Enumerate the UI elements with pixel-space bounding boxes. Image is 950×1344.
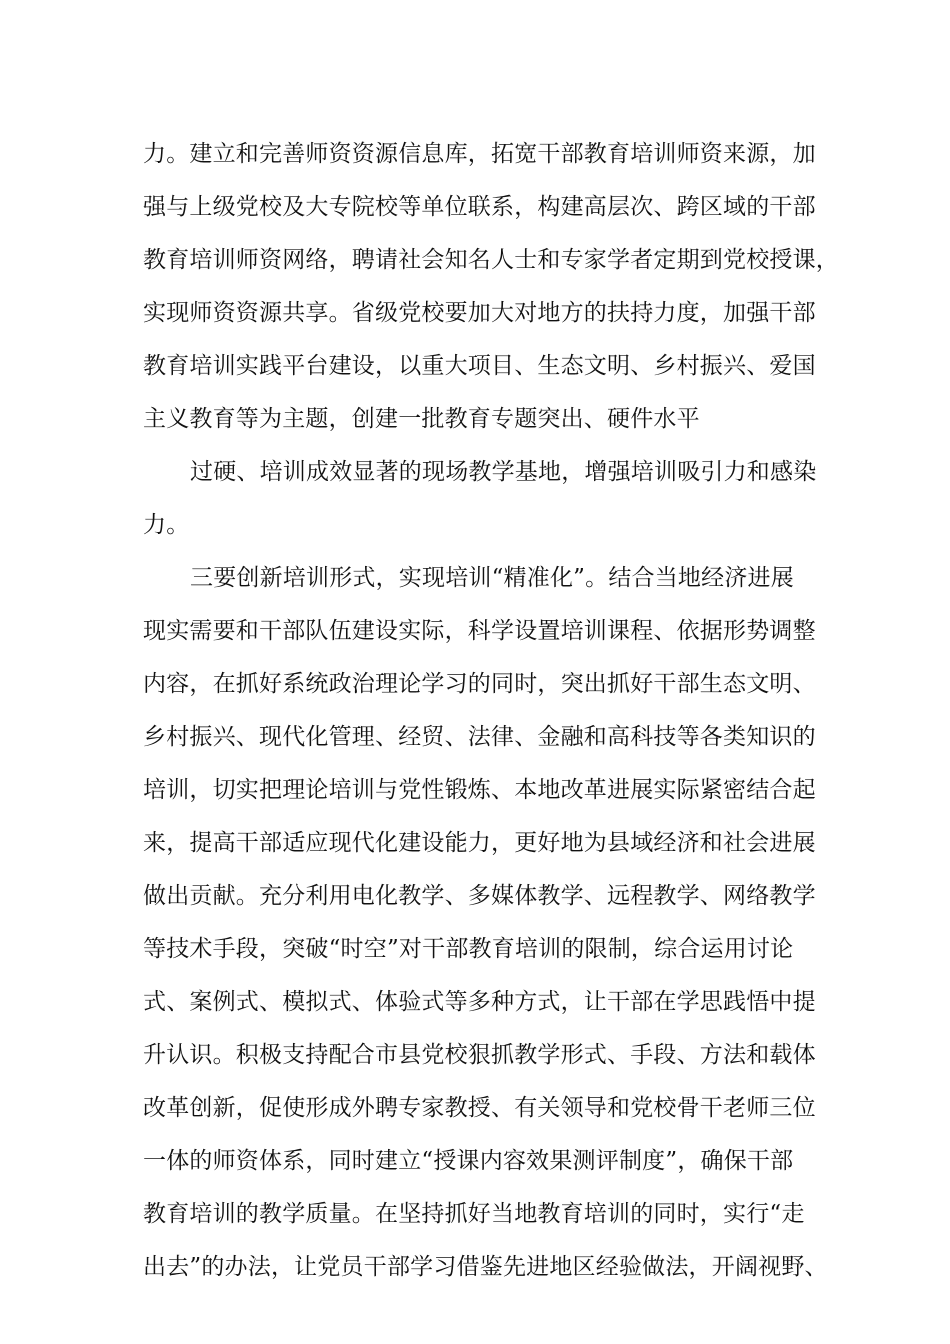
- text-line: 强与上级党校及大专院校等单位联系，构建高层次、跨区域的干部: [143, 194, 816, 220]
- text-line: 出去”的办法，让党员干部学习借鉴先进地区经验做法，开阔视野、: [143, 1254, 828, 1280]
- text-line: 等技术手段，突破“时空”对干部教育培训的限制，综合运用讨论: [143, 936, 794, 962]
- text-line: 实现师资资源共享。省级党校要加大对地方的扶持力度，加强干部: [143, 300, 816, 326]
- text-line: 式、案例式、模拟式、体验式等多种方式，让干部在学思践悟中提: [143, 989, 816, 1015]
- body-text: [143, 128, 839, 1294]
- paragraph-first-line: 三要创新培训形式，实现培训“精准化”。结合当地经济进展: [190, 565, 794, 591]
- text-line: 乡村振兴、现代化管理、经贸、法律、金融和高科技等各类知识的: [143, 724, 816, 750]
- text-line: 改革创新，促使形成外聘专家教授、有关领导和党校骨干老师三位: [143, 1095, 816, 1121]
- text-line: 力。建立和完善师资资源信息库，拓宽干部教育培训师资来源，加: [143, 141, 816, 167]
- text-line: 来，提高干部适应现代化建设能力，更好地为县域经济和社会进展: [143, 830, 816, 856]
- paragraph-first-line: 过硬、培训成效显著的现场教学基地，增强培训吸引力和感染: [190, 459, 817, 485]
- text-line: 教育培训师资网络，聘请社会知名人士和专家学者定期到党校授课，: [143, 247, 839, 273]
- text-line: 教育培训实践平台建设，以重大项目、生态文明、乡村振兴、爱国: [143, 353, 816, 379]
- text-line: 升认识。积极支持配合市县党校狠抓教学形式、手段、方法和载体: [143, 1042, 816, 1068]
- text-line: 主义教育等为主题，创建一批教育专题突出、硬件水平: [143, 406, 700, 432]
- text-line: 内容，在抓好系统政治理论学习的同时，突出抓好干部生态文明、: [143, 671, 816, 697]
- text-line: 现实需要和干部队伍建设实际，科学设置培训课程、依据形势调整: [143, 618, 816, 644]
- text-line: 教育培训的教学质量。在坚持抓好当地教育培训的同时，实行“走: [143, 1201, 805, 1227]
- text-line: 一体的师资体系，同时建立“授课内容效果测评制度”，确保干部: [143, 1148, 794, 1174]
- text-line: 做出贡献。充分利用电化教学、多媒体教学、远程教学、网络教学: [143, 883, 816, 909]
- text-line: 培训，切实把理论培训与党性锻炼、本地改革进展实际紧密结合起: [143, 777, 816, 803]
- text-line: 力。: [143, 512, 190, 538]
